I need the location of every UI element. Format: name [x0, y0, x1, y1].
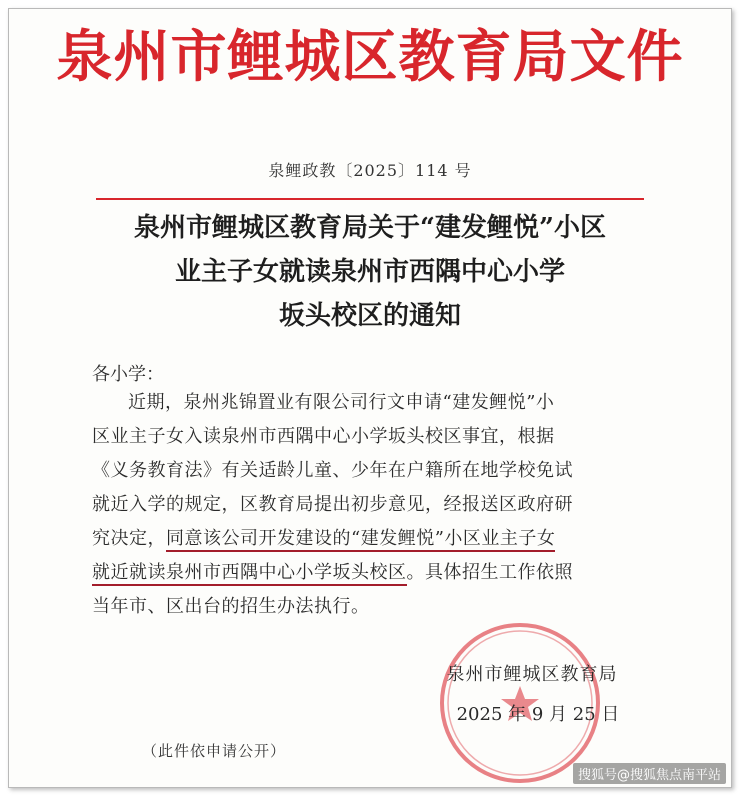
body-line: 近期，泉州兆锦置业有限公司行文申请“建发鲤悦”小 [128, 392, 555, 413]
body-fragment: 。具体招生工作依照 [406, 562, 573, 583]
disclosure-note: （此件依申请公开） [142, 742, 287, 760]
body-line: 区业主子女入读泉州市西隅中心小学坂头校区事宜，根据 [92, 426, 555, 447]
letterhead: 泉州市鲤城区教育局文件 [56, 25, 684, 90]
issue-date: 2025 年 9 月 25 日 [456, 704, 620, 725]
document-title [60, 206, 680, 338]
body-line: 就近入学的规定，区教育局提出初步意见，经报送区政府研 [92, 494, 573, 515]
document-number: 泉鲤政教〔2025〕114 号 [268, 161, 472, 180]
red-divider [96, 198, 644, 200]
highlighted-decision: 同意该公司开发建设的“建发鲤悦”小区业主子女 [166, 528, 555, 552]
title-line: 泉州市鲤城区教育局关于“建发鲤悦”小区 [134, 213, 606, 243]
body-line: 当年市、区出台的招生办法执行。 [92, 596, 370, 617]
body-line: 《义务教育法》有关适龄儿童、少年在户籍所在地学校免试 [92, 460, 573, 481]
body-fragment: 究决定， [92, 528, 166, 549]
body-line [92, 556, 662, 590]
highlighted-decision: 就近就读泉州市西隅中心小学坂头校区 [92, 562, 407, 586]
title-line: 坂头校区的通知 [278, 301, 461, 331]
title-line: 业主子女就读泉州市西隅中心小学 [174, 257, 565, 287]
issuing-authority: 泉州市鲤城区教育局 [446, 664, 618, 685]
body-text [92, 386, 662, 624]
watermark: 搜狐号@搜狐焦点南平站 [573, 763, 726, 784]
salutation: 各小学： [92, 364, 164, 385]
body-line [92, 522, 662, 556]
